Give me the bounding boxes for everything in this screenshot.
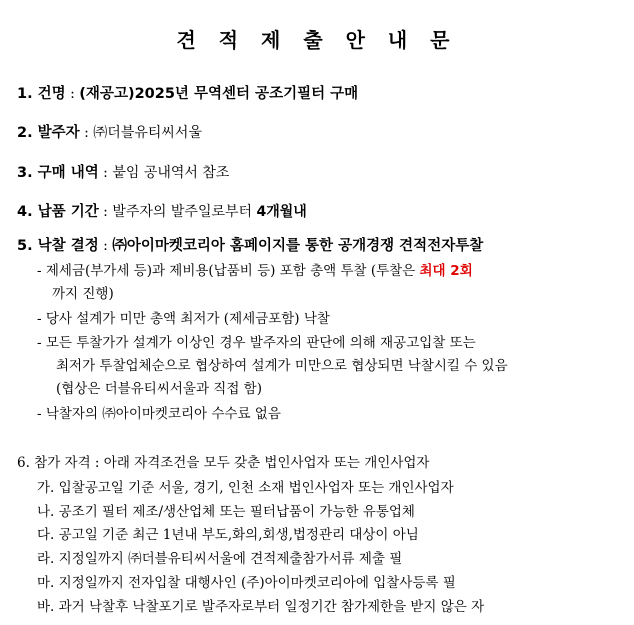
item-delivery-period-sep: : xyxy=(98,204,113,220)
eligibility-d: 라. 지정일까지 ㈜더블유티씨서울에 견적제출참가서류 제출 필 xyxy=(37,551,403,567)
award-bullet-rebid-line1: - 모든 투찰가가 설계가 이상인 경우 발주자의 판단에 의해 재공고입찰 또는 xyxy=(37,335,476,351)
item-purchase-details-value: 붙임 공내역서 참조 xyxy=(112,165,230,181)
item-purchase-details-label: 3. 구매 내역 xyxy=(17,165,99,181)
item-purchase-details-sep: : xyxy=(98,165,113,181)
item-delivery-period-label: 4. 납품 기간 xyxy=(17,204,99,220)
item-eligibility-sep: : xyxy=(90,455,104,471)
award-bullet-rebid-line2: 최저가 투찰업체순으로 협상하여 설계가 미만으로 협상되면 낙찰시킬 수 있음 xyxy=(56,358,508,374)
item-award-decision-value: ㈜아이마켓코리아 홈페이지를 통한 공개경쟁 견적전자투찰 xyxy=(112,238,484,254)
item-eligibility xyxy=(17,453,429,473)
award-bullet-total-bid-text: - 제세금(부가세 등)과 제비용(납품비 등) 포함 총액 투찰 (투찰은 xyxy=(37,263,420,279)
item-orderer-sep: : xyxy=(79,125,94,141)
item-eligibility-label: 6. 참가 자격 xyxy=(17,455,91,471)
award-bullet-rebid-line3: (협상은 더블유티씨서울과 직접 함) xyxy=(56,381,262,397)
award-bullet-lowest-price: - 당사 설계가 미만 총액 최저가 (제세금포함) 낙찰 xyxy=(37,311,330,327)
item-orderer xyxy=(17,123,202,143)
item-award-decision-label: 5. 낙찰 결정 xyxy=(17,238,99,254)
item-award-decision xyxy=(17,236,483,256)
award-bullet-max-bids: 최대 2회 xyxy=(419,263,473,279)
eligibility-f: 바. 과거 낙찰후 낙찰포기로 발주자로부터 일정기간 참가제한을 받지 않은 자 xyxy=(37,599,485,615)
award-bullet-total-bid xyxy=(37,261,473,281)
award-bullet-total-bid-cont: 까지 진행) xyxy=(52,286,114,302)
item-subject-value: (재공고)2025년 무역센터 공조기필터 구매 xyxy=(79,86,359,102)
item-award-decision-sep: : xyxy=(98,238,113,254)
award-bullet-rebid xyxy=(37,333,621,353)
document-title: 견 적 제 출 안 내 문 xyxy=(176,28,458,52)
eligibility-c: 다. 공고일 기준 최근 1년내 부도,화의,회생,법정관리 대상이 아님 xyxy=(37,527,419,543)
item-delivery-period xyxy=(17,202,307,222)
item-orderer-value: ㈜더블유티씨서울 xyxy=(93,125,202,141)
eligibility-a: 가. 입찰공고일 기준 서울, 경기, 인천 소재 법인사업자 또는 개인사업자 xyxy=(37,480,454,496)
award-bullet-no-fee: - 낙찰자의 ㈜아이마켓코리아 수수료 없음 xyxy=(37,406,281,422)
item-orderer-label: 2. 발주자 xyxy=(17,125,80,141)
item-delivery-period-value: 발주자의 발주일로부터 xyxy=(112,204,257,220)
item-subject-label: 1. 건명 xyxy=(17,86,66,102)
item-subject-sep: : xyxy=(65,86,80,102)
item-eligibility-value: 아래 자격조건을 모두 갖춘 법인사업자 또는 개인사업자 xyxy=(103,455,430,471)
item-subject xyxy=(17,84,358,104)
eligibility-e: 마. 지정일까지 전자입찰 대행사인 (주)아이마켓코리아에 입찰사등록 필 xyxy=(37,575,456,591)
eligibility-b: 나. 공조기 필터 제조/생산업체 또는 필터납품이 가능한 유통업체 xyxy=(37,504,415,520)
item-delivery-period-duration: 4개월내 xyxy=(256,204,307,220)
item-purchase-details xyxy=(17,163,229,183)
